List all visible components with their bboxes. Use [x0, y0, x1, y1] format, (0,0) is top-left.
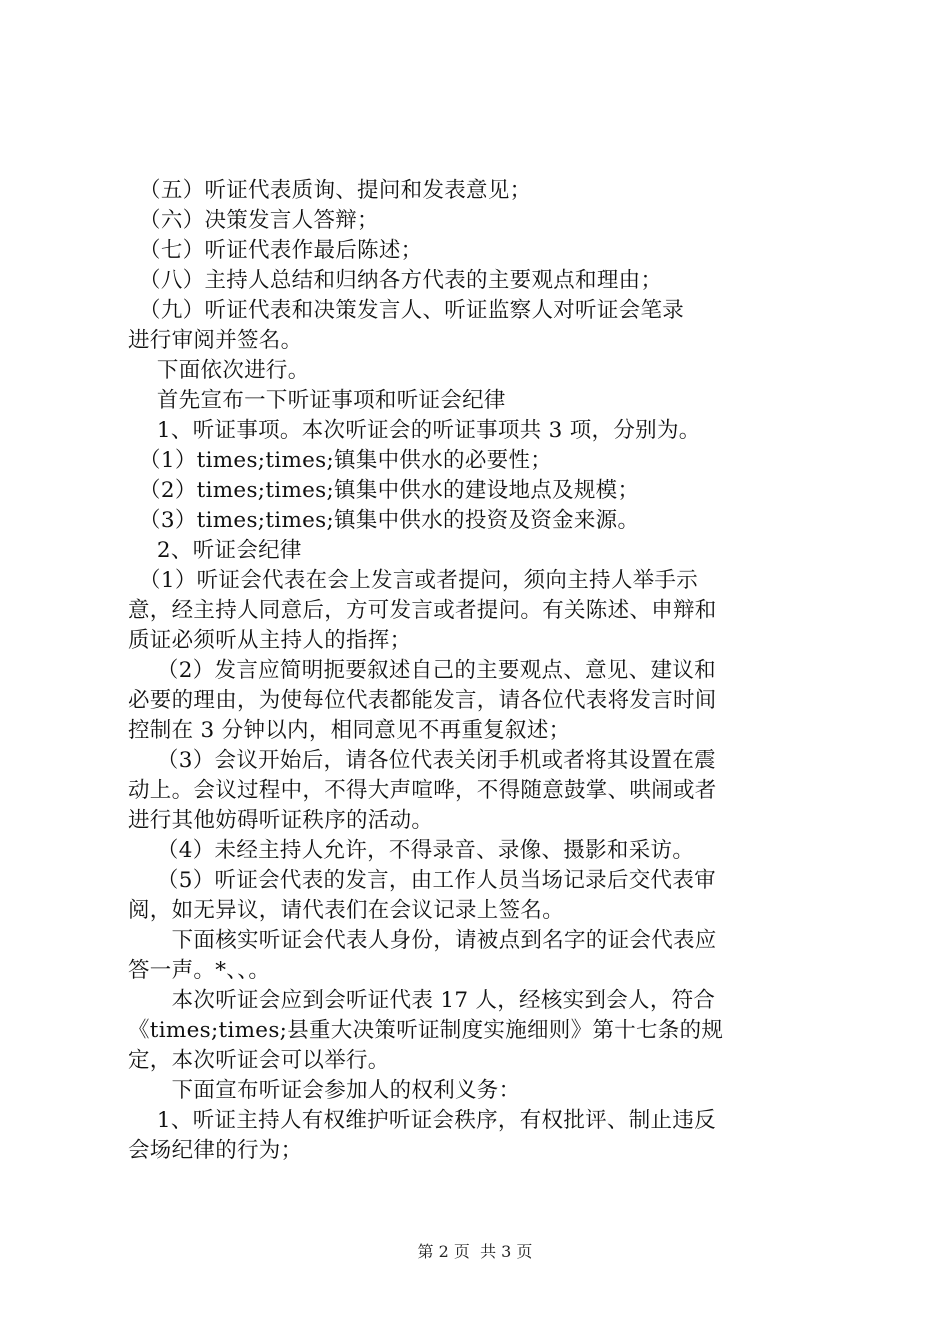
text-line: 意，经主持人同意后，方可发言或者提问。有关陈述、申辩和 [128, 598, 717, 623]
text-line: 阅，如无异议，请代表们在会议记录上签名。 [128, 898, 565, 923]
text-line: 本次听证会应到会听证代表 17 人，经核实到会人，符合 [128, 988, 716, 1013]
text-line: （五）听证代表质询、提问和发表意见； [128, 178, 532, 203]
text-line: 进行审阅并签名。 [128, 328, 303, 353]
text-line: （5）听证会代表的发言，由工作人员当场记录后交代表审 [128, 868, 716, 893]
text-line: 进行其他妨碍听证秩序的活动。 [128, 808, 434, 833]
text-line: 1、听证主持人有权维护听证会秩序，有权批评、制止违反 [128, 1108, 716, 1133]
text-line: （八）主持人总结和归纳各方代表的主要观点和理由； [128, 268, 663, 293]
text-line: 会场纪律的行为； [128, 1138, 303, 1163]
text-line: （1）times;times;镇集中供水的必要性； [128, 448, 553, 473]
text-line: （七）听证代表作最后陈述； [128, 238, 423, 263]
text-line: 下面依次进行。 [128, 358, 310, 383]
text-line: 《times;times;县重大决策听证制度实施细则》第十七条的规 [128, 1018, 724, 1043]
text-line: 2、听证会纪律 [128, 538, 302, 563]
text-line: 1、听证事项。本次听证会的听证事项共 3 项，分别为。 [128, 418, 701, 443]
text-line: （4）未经主持人允许，不得录音、录像、摄影和采访。 [128, 838, 695, 863]
text-line: （3）会议开始后，请各位代表关闭手机或者将其设置在震 [128, 748, 716, 773]
text-line: （六）决策发言人答辩； [128, 208, 379, 233]
text-line: 质证必须听从主持人的指挥； [128, 628, 412, 653]
text-line: 动上。会议过程中，不得大声喧哗，不得随意鼓掌、哄闹或者 [128, 778, 717, 803]
text-line: 下面核实听证会代表人身份，请被点到名字的证会代表应 [128, 928, 717, 953]
text-line: （3）times;times;镇集中供水的投资及资金来源。 [128, 508, 640, 533]
text-line: （1）听证会代表在会上发言或者提问，须向主持人举手示 [128, 568, 699, 593]
text-line: 答一声。*、、。 [128, 958, 271, 983]
text-line: 下面宣布听证会参加人的权利义务： [128, 1078, 521, 1103]
page-footer: 第 2 页 共 3 页 [417, 1242, 533, 1261]
text-line: （2）发言应简明扼要叙述自己的主要观点、意见、建议和 [128, 658, 716, 683]
text-line: 控制在 3 分钟以内，相同意见不再重复叙述； [128, 718, 571, 743]
text-line: （2）times;times;镇集中供水的建设地点及规模； [128, 478, 640, 503]
text-line: 必要的理由，为使每位代表都能发言，请各位代表将发言时间 [128, 688, 717, 713]
text-line: 定，本次听证会可以举行。 [128, 1048, 390, 1073]
text-line: 首先宣布一下听证事项和听证会纪律 [128, 388, 506, 413]
document-body [128, 176, 838, 1166]
text-line: （九）听证代表和决策发言人、听证监察人对听证会笔录 [128, 298, 685, 323]
